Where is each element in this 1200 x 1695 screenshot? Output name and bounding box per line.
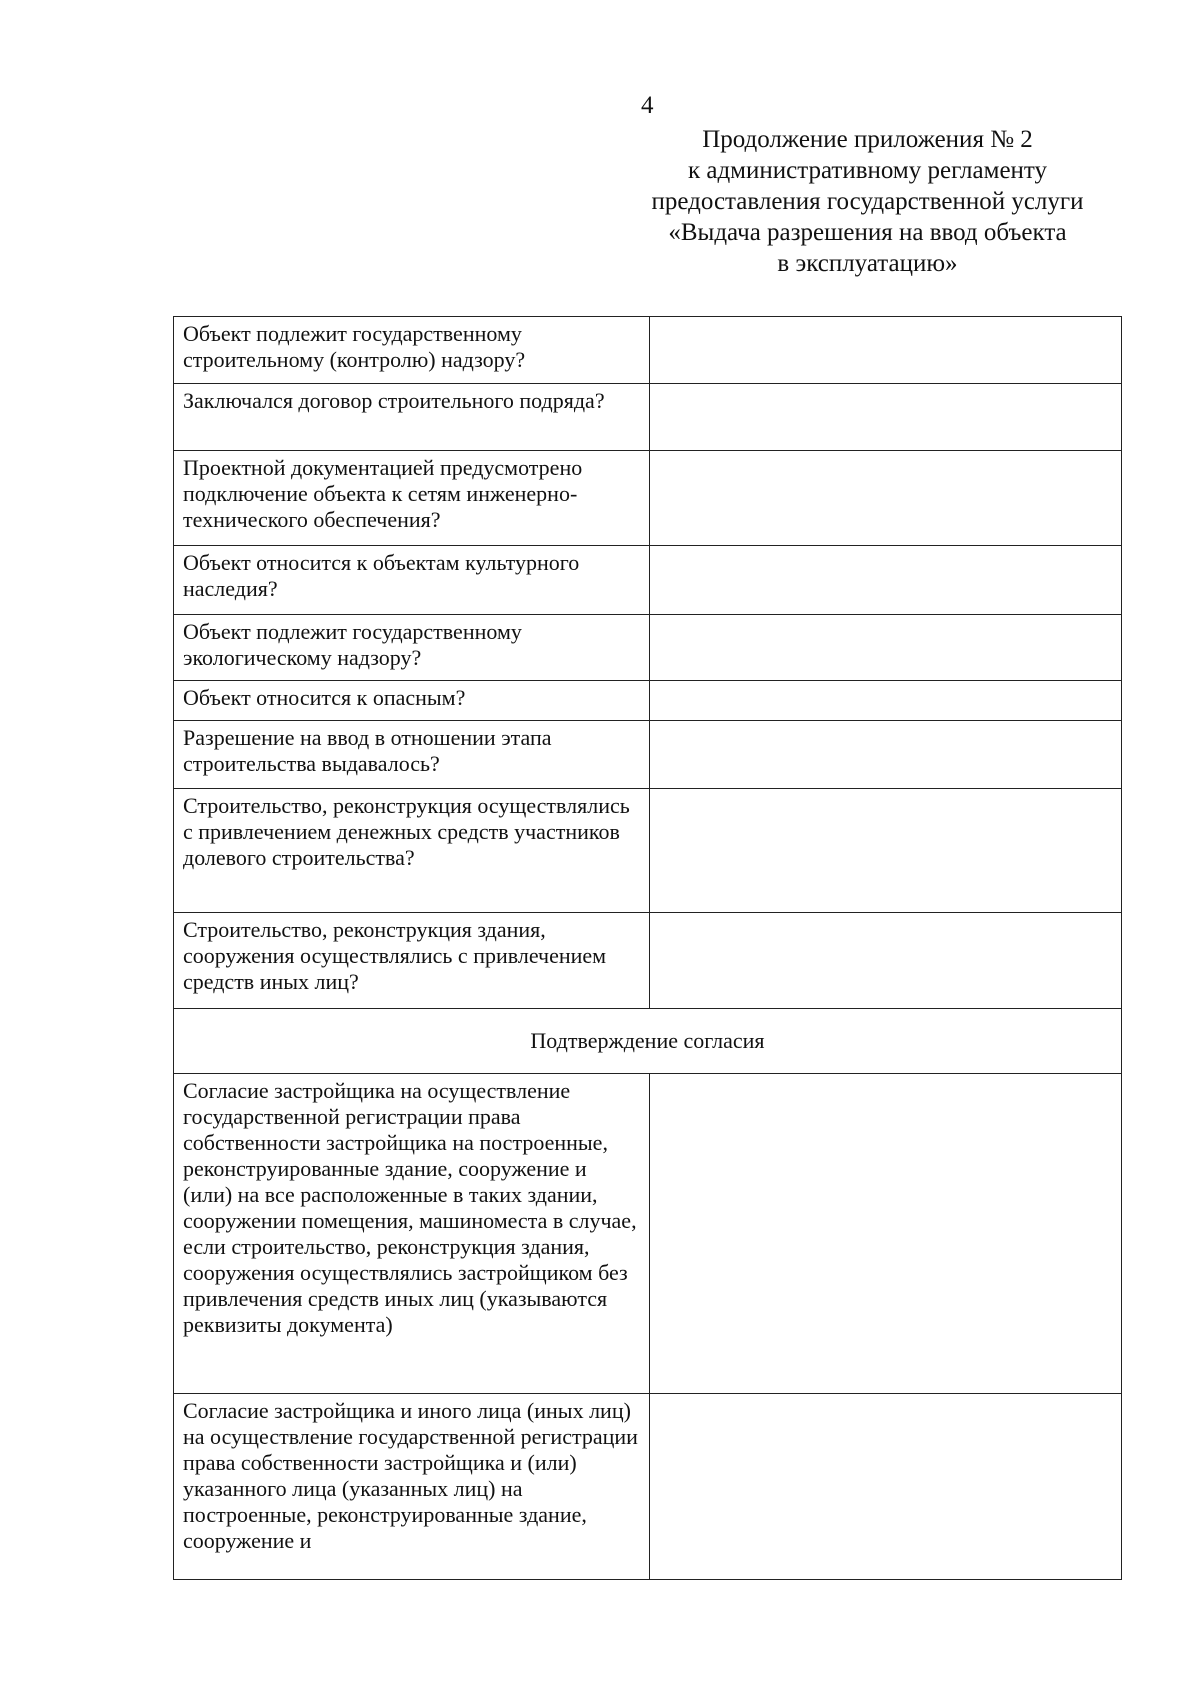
header-line: к административному регламенту: [687, 157, 1048, 184]
question-cell: Объект относится к опасным?: [174, 681, 650, 721]
question-cell: Строительство, реконструкция здания, сооружения осуществлялись с привлечением средств иных лиц?: [174, 913, 650, 1009]
table-row: [174, 681, 1122, 721]
table-row: [174, 1394, 1122, 1580]
answer-cell[interactable]: [650, 1394, 1122, 1580]
question-cell: Проектной документацией предусмотрено подключение объекта к сетям инженерно-технического обеспечения?: [174, 451, 650, 546]
answer-cell[interactable]: [650, 681, 1122, 721]
table-row: [174, 451, 1122, 546]
answer-cell[interactable]: [650, 451, 1122, 546]
answer-cell[interactable]: [650, 546, 1122, 615]
answer-cell[interactable]: [650, 1074, 1122, 1394]
table-row: [174, 1074, 1122, 1394]
header-line: предоставления государственной услуги: [651, 188, 1084, 215]
application-form-table: [173, 316, 1122, 1580]
table-row: [174, 615, 1122, 681]
page-number: 4: [641, 92, 654, 119]
question-cell: Разрешение на ввод в отношении этапа строительства выдавалось?: [174, 721, 650, 789]
section-title: Подтверждение согласия: [174, 1009, 1122, 1074]
table-row: [174, 789, 1122, 913]
table-row: [174, 384, 1122, 451]
consent-cell: Согласие застройщика на осуществление государственной регистрации права собственности застройщика на построенные, реконструированные здание, сооружение и (или) на все расположенные в таких здании, сооружении помещения, машиноместа в случае, если строительство, реконструкция здания, сооружения осуществлялись застройщиком без привлечения средств иных лиц (указываются реквизиты документа): [174, 1074, 650, 1394]
appendix-header: [590, 124, 1145, 279]
question-cell: Объект подлежит государственному экологическому надзору?: [174, 615, 650, 681]
answer-cell[interactable]: [650, 615, 1122, 681]
section-row: [174, 1009, 1122, 1074]
header-line: «Выдача разрешения на ввод объекта: [668, 219, 1067, 246]
answer-cell[interactable]: [650, 789, 1122, 913]
question-cell: Строительство, реконструкция осуществлялись с привлечением денежных средств участников долевого строительства?: [174, 789, 650, 913]
answer-cell[interactable]: [650, 913, 1122, 1009]
table-row: [174, 721, 1122, 789]
header-line: Продолжение приложения № 2: [702, 126, 1033, 153]
table-row: [174, 913, 1122, 1009]
question-cell: Объект относится к объектам культурного наследия?: [174, 546, 650, 615]
table-row: [174, 317, 1122, 384]
header-line: в эксплуатацию»: [777, 250, 958, 277]
question-cell: Объект подлежит государственному строительному (контролю) надзору?: [174, 317, 650, 384]
answer-cell[interactable]: [650, 317, 1122, 384]
table-row: [174, 546, 1122, 615]
consent-cell: Согласие застройщика и иного лица (иных лиц) на осуществление государственной регистрации права собственности застройщика и (или) указанного лица (указанных лиц) на построенные, реконструированные здание, сооружение и: [174, 1394, 650, 1580]
answer-cell[interactable]: [650, 384, 1122, 451]
question-cell: Заключался договор строительного подряда?: [174, 384, 650, 451]
answer-cell[interactable]: [650, 721, 1122, 789]
